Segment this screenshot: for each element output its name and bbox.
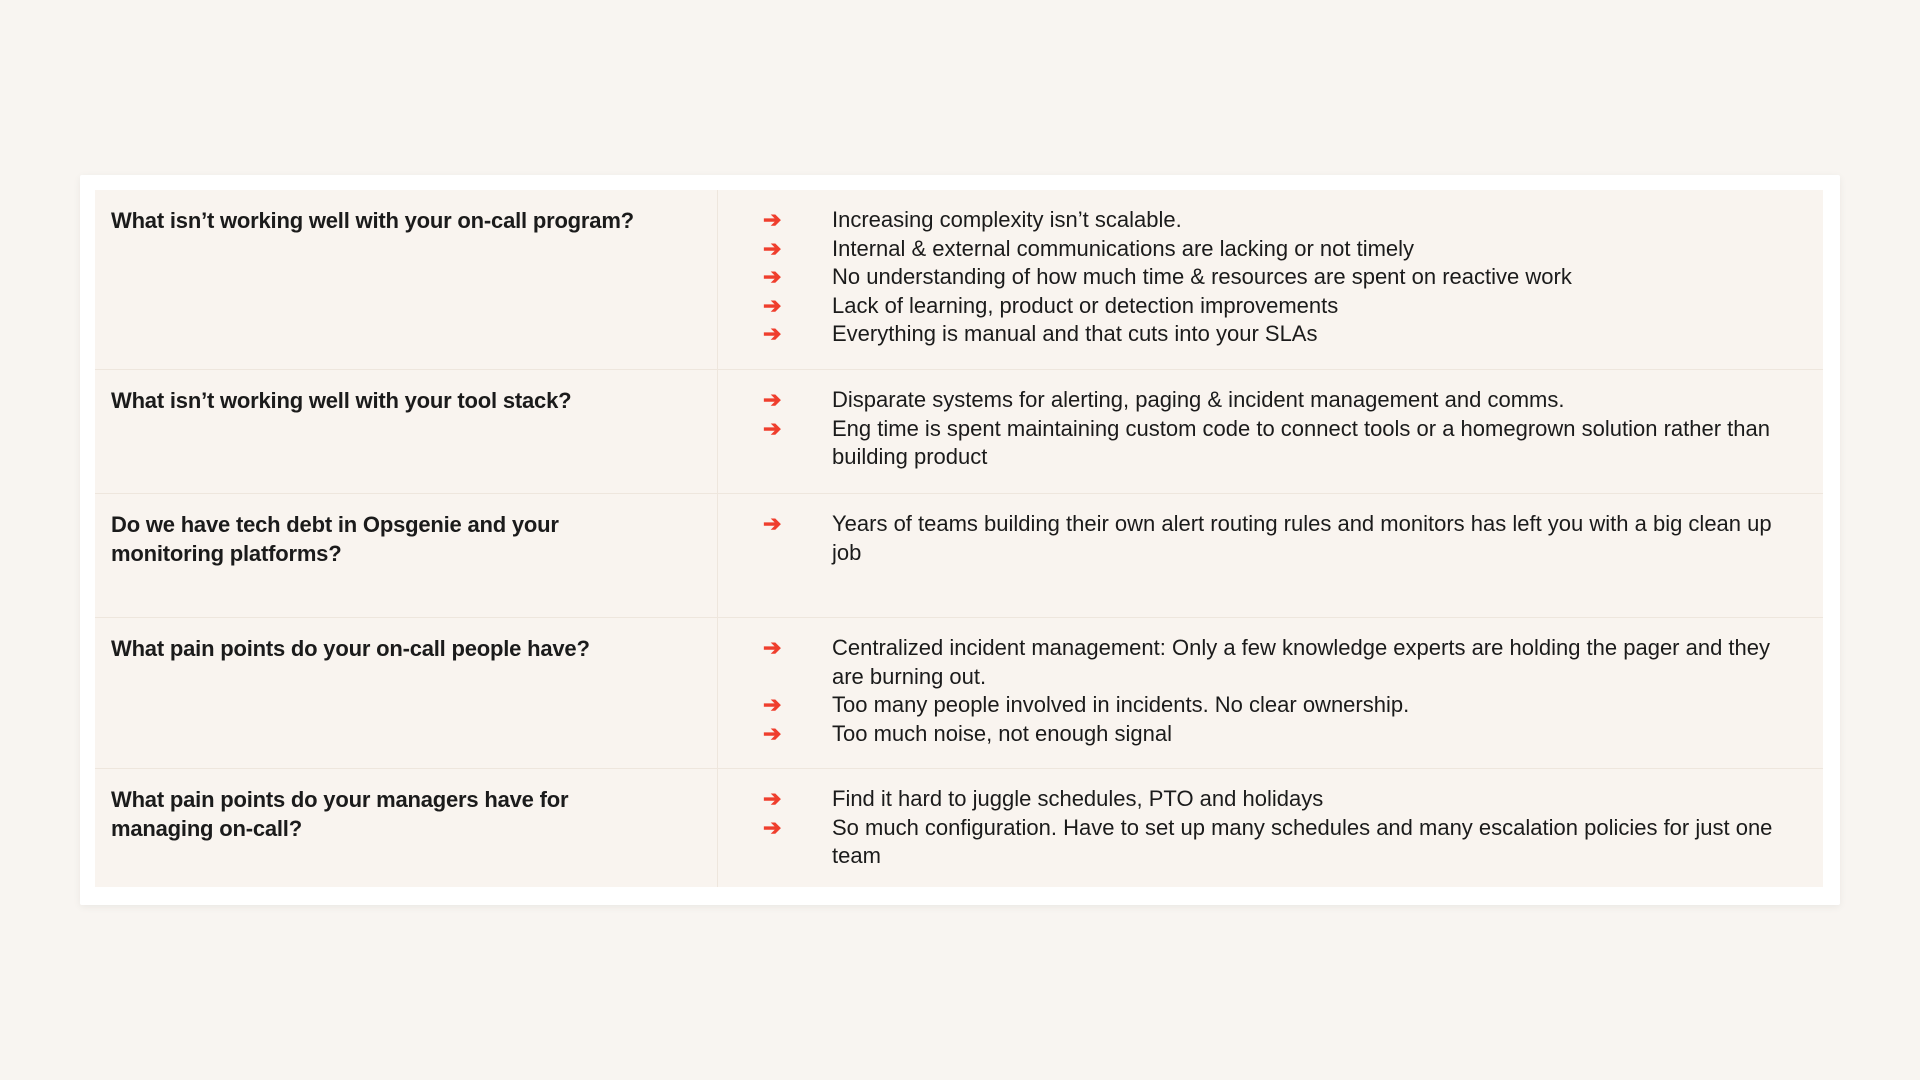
arrow-right-icon: ➔ xyxy=(763,692,782,717)
question-cell: What isn’t working well with your on-call program? xyxy=(95,190,718,369)
arrow-right-icon: ➔ xyxy=(763,292,782,318)
answer-cell xyxy=(718,769,1823,887)
arrow-right-icon: ➔ xyxy=(763,511,782,536)
list-item: ➔ Centralized incident management: Only a few knowledge experts are holding the pager and they are burning out. xyxy=(718,634,1807,691)
pain-points-table xyxy=(95,190,1823,887)
arrow-right-icon: ➔ xyxy=(763,415,782,441)
arrow-right-icon: ➔ xyxy=(763,264,782,289)
answer-cell xyxy=(718,618,1823,768)
table-row xyxy=(95,494,1823,618)
answer-cell xyxy=(718,190,1823,369)
list-item: ➔ So much configuration. Have to set up many schedules and many escalation policies for just one team xyxy=(718,814,1807,871)
question-cell: What isn’t working well with your tool stack? xyxy=(95,370,718,493)
arrow-right-icon: ➔ xyxy=(763,786,782,811)
list-item: ➔ Lack of learning, product or detection improvements xyxy=(718,292,1807,321)
answer-cell xyxy=(718,370,1823,493)
arrow-right-icon: ➔ xyxy=(763,387,782,412)
list-item: ➔ Internal & external communications are lacking or not timely xyxy=(718,235,1807,264)
arrow-right-icon: ➔ xyxy=(763,720,782,746)
question-cell: What pain points do your managers have for managing on-call? xyxy=(95,769,718,887)
list-item: ➔ Find it hard to juggle schedules, PTO and holidays xyxy=(718,785,1807,814)
arrow-right-icon: ➔ xyxy=(763,207,782,232)
list-item: ➔ Eng time is spent maintaining custom code to connect tools or a homegrown solution rather than building product xyxy=(718,415,1807,472)
table-row xyxy=(95,618,1823,769)
list-item: ➔ Years of teams building their own alert routing rules and monitors has left you with a big clean up job xyxy=(718,510,1807,567)
list-item: ➔ No understanding of how much time & resources are spent on reactive work xyxy=(718,263,1807,292)
arrow-right-icon: ➔ xyxy=(763,235,782,261)
question-cell: What pain points do your on-call people have? xyxy=(95,618,718,768)
content-card xyxy=(80,175,1840,905)
table-row xyxy=(95,190,1823,370)
list-item: ➔ Everything is manual and that cuts into your SLAs xyxy=(718,320,1807,349)
list-item: ➔ Increasing complexity isn’t scalable. xyxy=(718,206,1807,235)
arrow-right-icon: ➔ xyxy=(763,321,782,346)
table-row xyxy=(95,370,1823,494)
arrow-right-icon: ➔ xyxy=(763,814,782,840)
question-cell: Do we have tech debt in Opsgenie and your monitoring platforms? xyxy=(95,494,718,617)
table-row xyxy=(95,769,1823,887)
list-item: ➔ Too much noise, not enough signal xyxy=(718,720,1807,749)
answer-cell xyxy=(718,494,1823,617)
list-item: ➔ Disparate systems for alerting, paging & incident management and comms. xyxy=(718,386,1807,415)
arrow-right-icon: ➔ xyxy=(763,635,782,660)
list-item: ➔ Too many people involved in incidents. No clear ownership. xyxy=(718,691,1807,720)
